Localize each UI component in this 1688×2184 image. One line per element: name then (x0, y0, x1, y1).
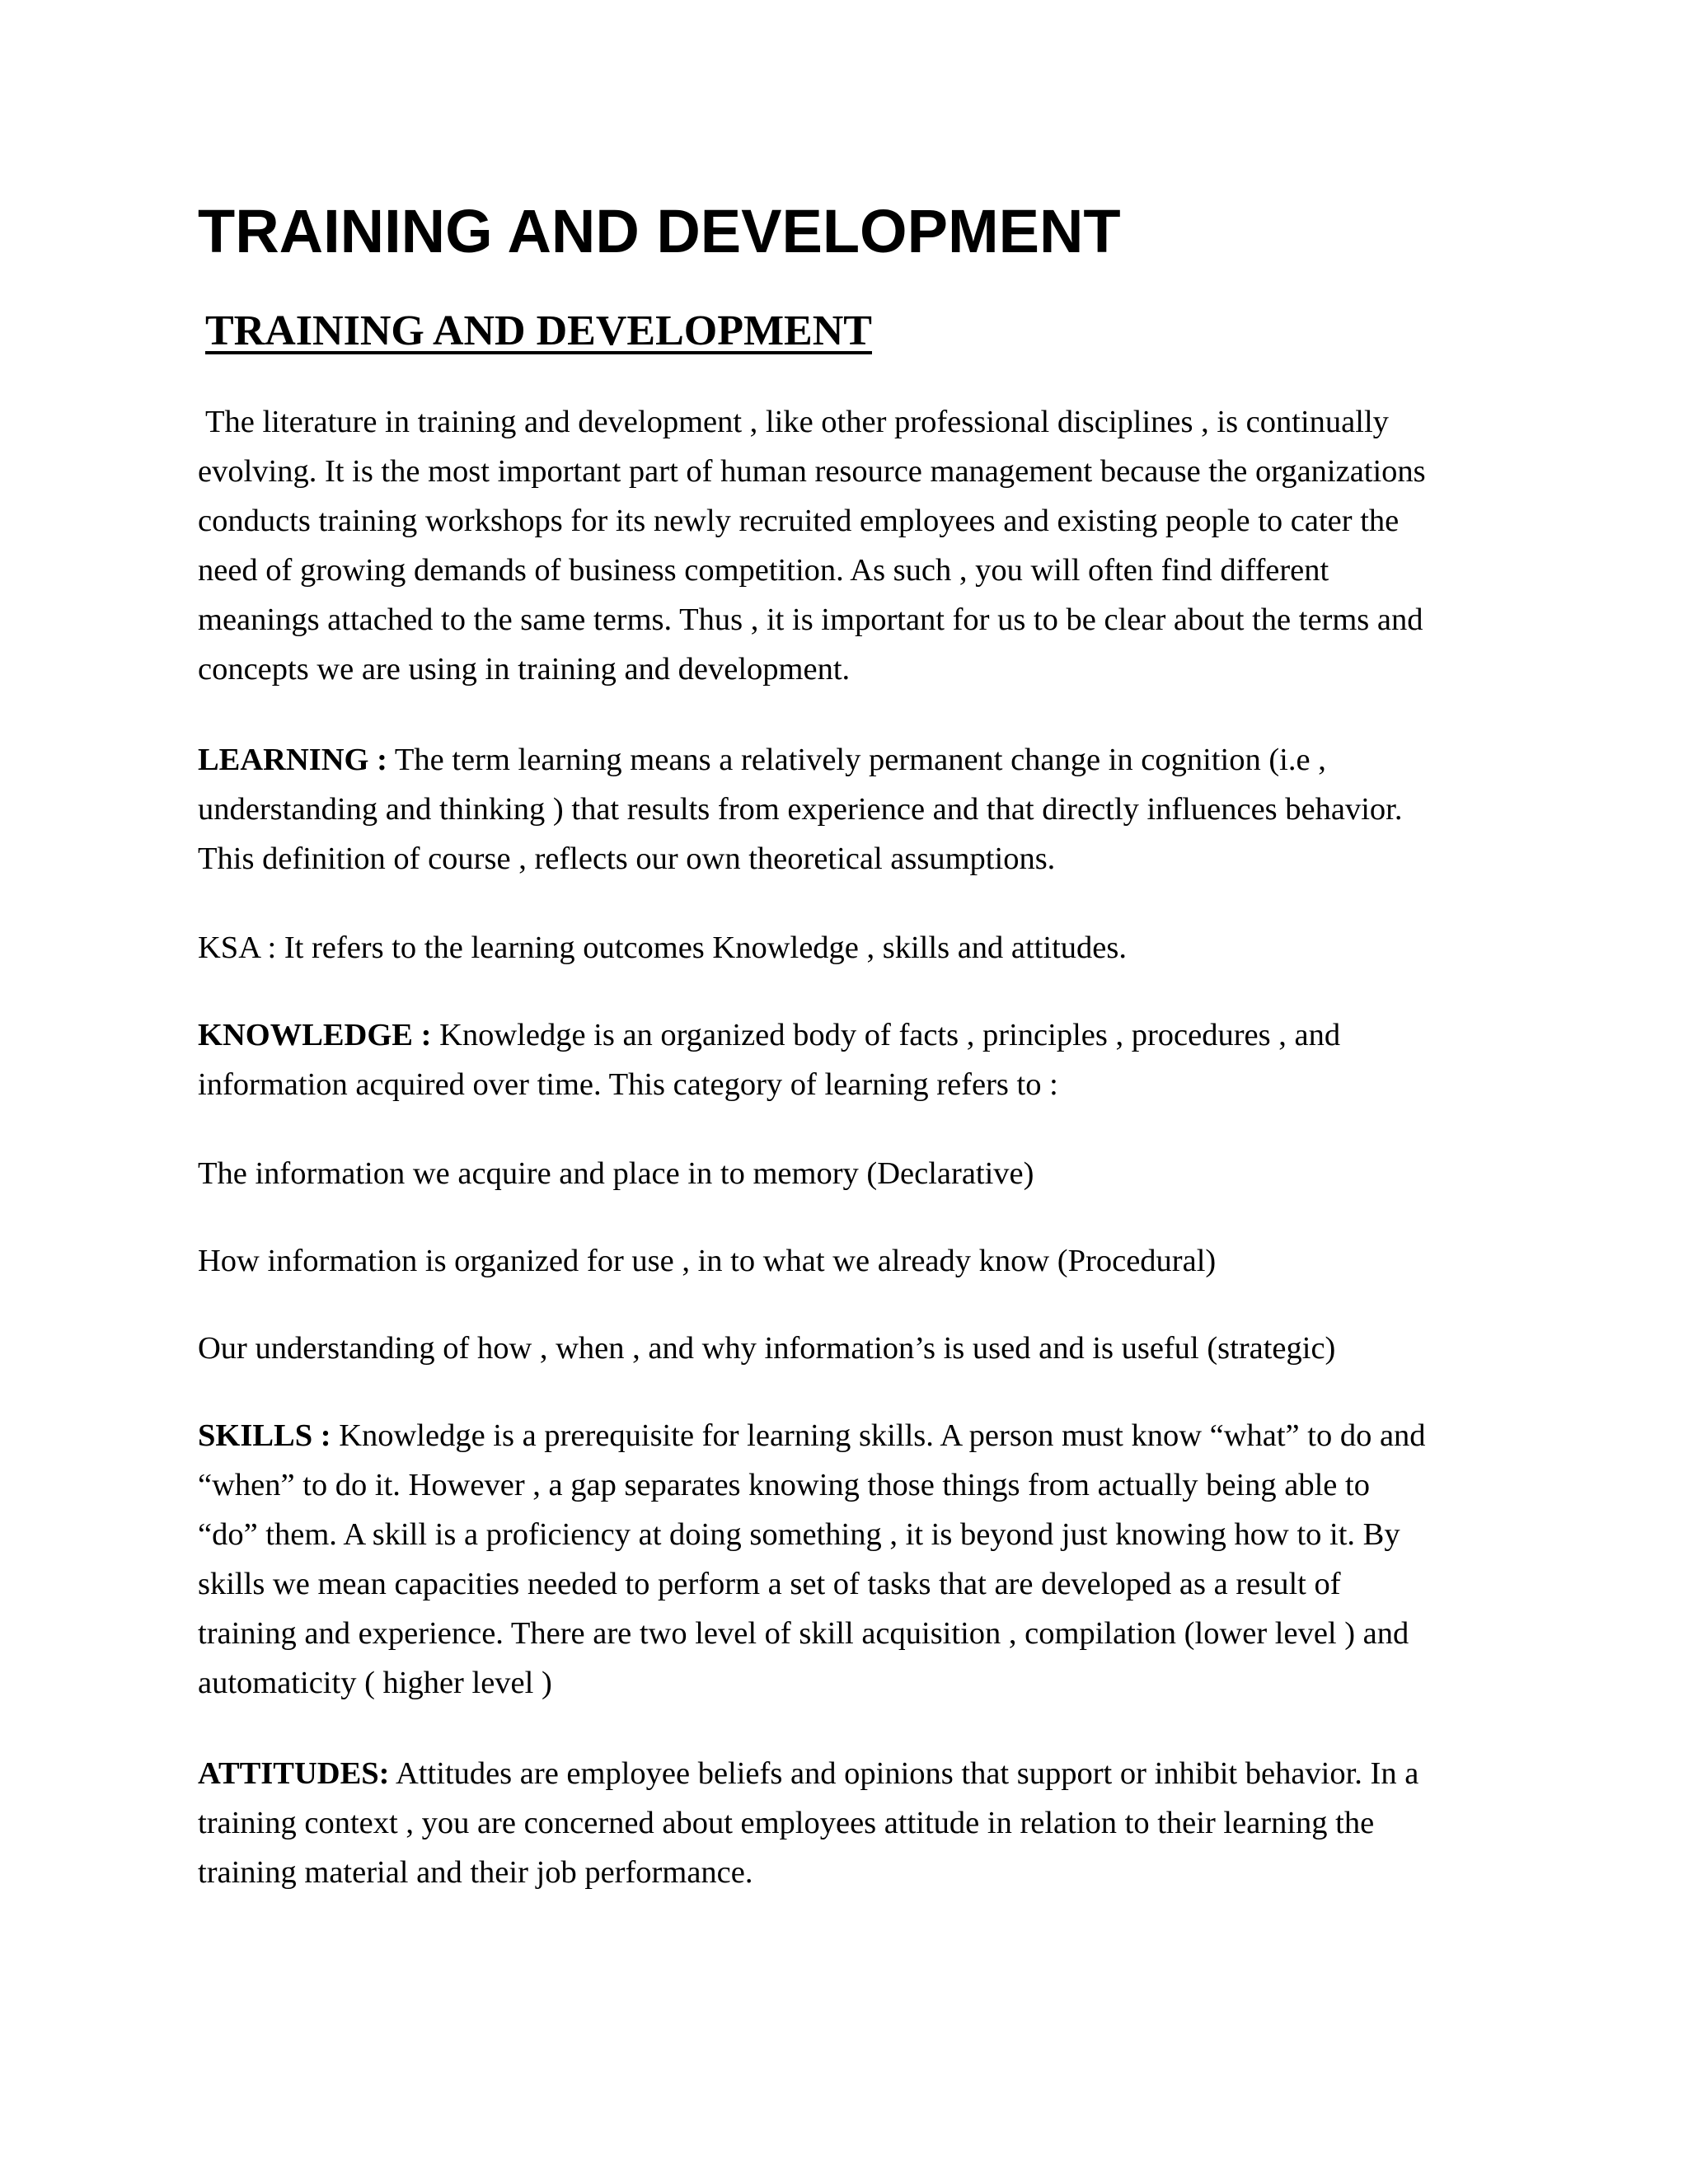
section-heading: TRAINING AND DEVELOPMENT (205, 307, 872, 354)
attitudes-term: ATTITUDES: (198, 1756, 390, 1791)
paragraph-line: information acquired over time. This category of learning refers to : (198, 1067, 1058, 1102)
paragraph-line: “do” them. A skill is a proficiency at doing something , it is beyond just knowing how to it. By (198, 1517, 1400, 1552)
intro-paragraph (198, 397, 1517, 694)
learning-paragraph (198, 735, 1517, 883)
learning-term: LEARNING : (198, 743, 387, 777)
paragraph-line: meanings attached to the same terms. Thus , it is important for us to be clear about the terms and (198, 602, 1423, 637)
ksa-paragraph (198, 923, 1517, 972)
attitudes-paragraph (198, 1749, 1517, 1897)
paragraph-line (198, 735, 1517, 785)
paragraph-line: “when” to do it. However , a gap separates knowing those things from actually being able to (198, 1468, 1370, 1502)
knowledge-paragraph (198, 1010, 1517, 1109)
paragraph-line: understanding and thinking ) that results from experience and that directly influences behavior. (198, 792, 1403, 827)
list-item: How information is organized for use , in to what we already know (Procedural) (198, 1244, 1217, 1278)
paragraph-line: training and experience. There are two level of skill acquisition , compilation (lower level ) and (198, 1616, 1409, 1651)
paragraph-line: skills we mean capacities needed to perform a set of tasks that are developed as a result of (198, 1567, 1341, 1601)
paragraph-line: evolving. It is the most important part of human resource management because the organizations (198, 454, 1426, 489)
paragraph-line: training material and their job performance. (198, 1855, 753, 1890)
paragraph-line (198, 1749, 1517, 1798)
paragraph-line: conducts training workshops for its newly recruited employees and existing people to cater the (198, 504, 1400, 538)
paragraph-line: The literature in training and development , like other professional disciplines , is continually (205, 405, 1389, 439)
knowledge-item-declarative (198, 1149, 1517, 1198)
knowledge-term: KNOWLEDGE : (198, 1018, 432, 1052)
paragraph-line (198, 1010, 1517, 1060)
knowledge-definition: Knowledge is an organized body of facts , principles , procedures , and (431, 1018, 1341, 1052)
paragraph-line: training context , you are concerned about employees attitude in relation to their learning the (198, 1806, 1375, 1840)
document-title: TRAINING AND DEVELOPMENT (198, 197, 1121, 265)
paragraph-line (198, 1411, 1517, 1460)
knowledge-item-strategic (198, 1324, 1517, 1373)
paragraph-line: need of growing demands of business competition. As such , you will often find different (198, 553, 1329, 588)
paragraph-line: automaticity ( higher level ) (198, 1666, 552, 1700)
learning-definition: The term learning means a relatively permanent change in cognition (i.e , (387, 743, 1326, 777)
list-item: The information we acquire and place in to memory (Declarative) (198, 1156, 1034, 1191)
knowledge-item-procedural (198, 1236, 1517, 1286)
list-item: Our understanding of how , when , and why information’s is used and is useful (strategic) (198, 1331, 1336, 1366)
skills-term: SKILLS : (198, 1418, 331, 1453)
skills-definition: Knowledge is a prerequisite for learning skills. A person must know “what” to do and (331, 1418, 1426, 1453)
paragraph-line: KSA : It refers to the learning outcomes Knowledge , skills and attitudes. (198, 930, 1127, 965)
paragraph-line: concepts we are using in training and development. (198, 652, 851, 687)
skills-paragraph (198, 1411, 1517, 1708)
attitudes-definition: Attitudes are employee beliefs and opinions that support or inhibit behavior. In a (389, 1756, 1419, 1791)
paragraph-line: This definition of course , reflects our own theoretical assumptions. (198, 841, 1056, 876)
